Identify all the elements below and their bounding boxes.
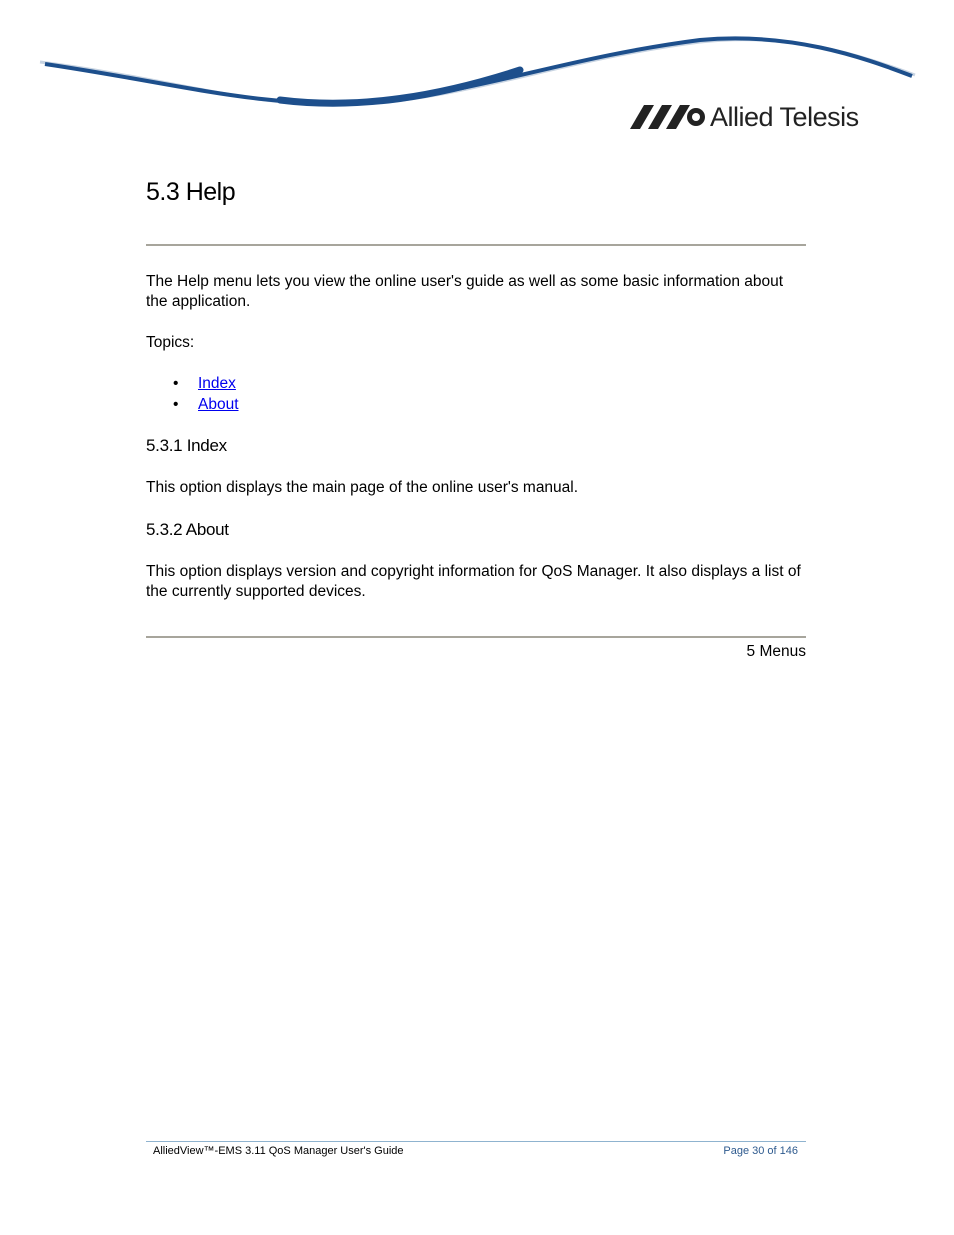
bullet-icon: •	[173, 396, 179, 413]
page-title: 5.3 Help	[146, 178, 236, 206]
footer-doc-title: AlliedView™-EMS 3.11 QoS Manager User's Guide	[153, 1145, 404, 1157]
chapter-label: 5 Menus	[746, 643, 806, 660]
bottom-divider	[146, 636, 806, 638]
index-link[interactable]: Index	[198, 375, 236, 392]
about-description: This option displays version and copyright information for QoS Manager. It also displays a list of the currently supported devices.	[146, 563, 801, 600]
logo-text: Allied Telesis	[710, 102, 859, 132]
topics-label: Topics:	[146, 334, 195, 351]
title-divider	[146, 244, 806, 246]
list-item	[146, 373, 239, 394]
footer-page-number: Page 30 of 146	[723, 1145, 798, 1157]
footer-divider	[146, 1141, 806, 1142]
index-heading: 5.3.1 Index	[146, 436, 227, 455]
index-description: This option displays the main page of the online user's manual.	[146, 479, 579, 496]
topics-list	[146, 373, 239, 415]
about-heading: 5.3.2 About	[146, 520, 229, 539]
list-item	[146, 394, 239, 415]
logo-mark-icon	[630, 103, 706, 131]
about-link[interactable]: About	[198, 396, 239, 413]
allied-telesis-logo	[630, 100, 859, 134]
bullet-icon: •	[173, 375, 179, 392]
intro-paragraph: The Help menu lets you view the online user's guide as well as some basic information about the application.	[146, 273, 784, 310]
